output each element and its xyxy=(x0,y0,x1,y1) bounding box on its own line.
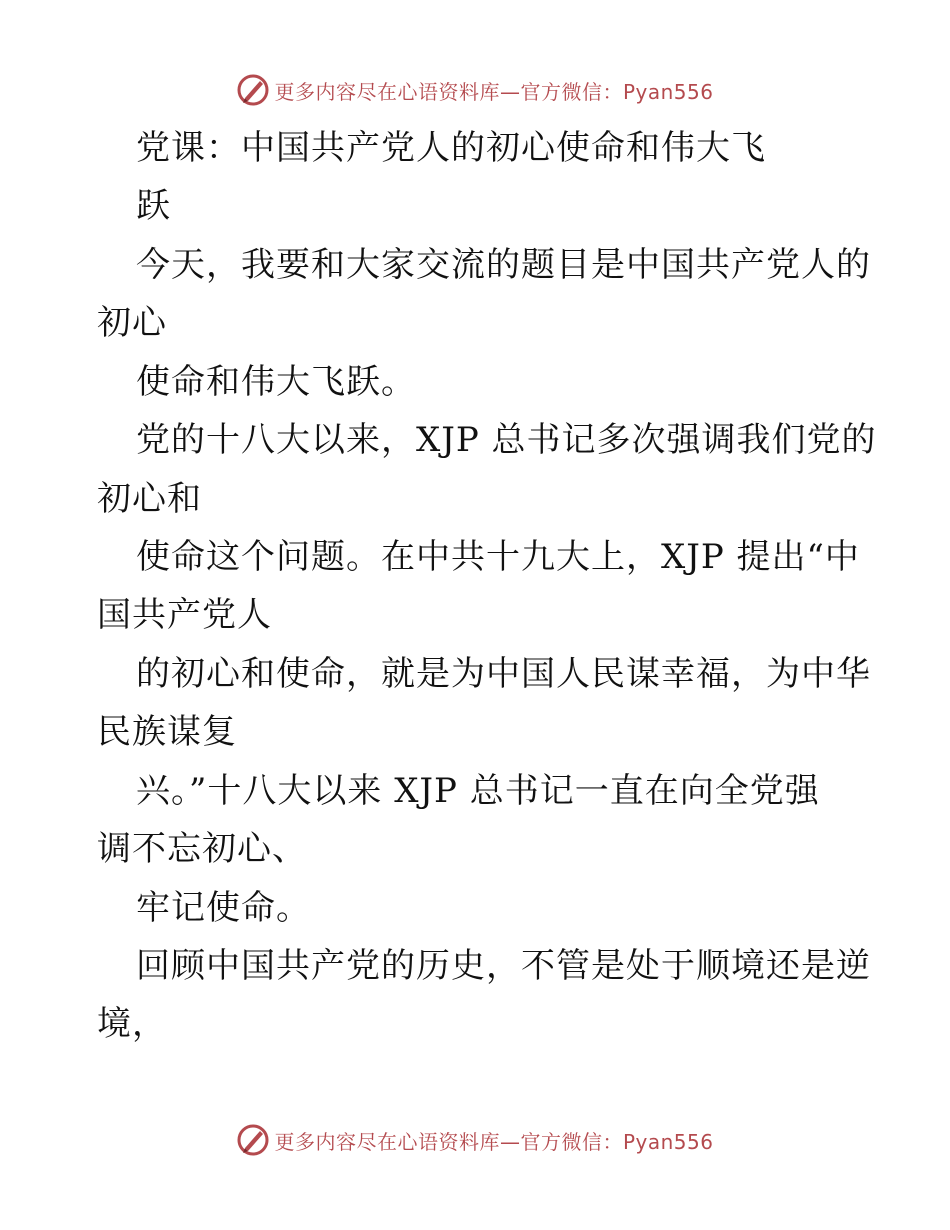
pen-logo-icon xyxy=(236,1123,270,1157)
paragraph-line: 初心 xyxy=(97,303,167,343)
paragraph-line: 党的十八大以来，XJP 总书记多次强调我们党的 xyxy=(136,420,877,460)
paragraph-line: 境， xyxy=(97,1004,167,1044)
footer-banner-text: 更多内容尽在心语资料库—官方微信：Pyan556 xyxy=(274,1129,714,1154)
document-title-line-1: 党课：中国共产党人的初心使命和伟大飞 xyxy=(136,128,766,168)
paragraph-line: 牢记使命。 xyxy=(136,888,311,928)
document-title-line-2: 跃 xyxy=(136,186,171,226)
paragraph-line: 调不忘初心、 xyxy=(97,829,307,869)
paragraph-line: 国共产党人 xyxy=(97,595,272,635)
pen-logo-icon xyxy=(236,73,270,107)
paragraph-line: 的初心和使命，就是为中国人民谋幸福，为中华 xyxy=(136,654,871,694)
footer-banner-content xyxy=(236,1123,713,1157)
header-banner-text: 更多内容尽在心语资料库—官方微信：Pyan556 xyxy=(274,79,714,104)
header-banner xyxy=(0,70,950,110)
header-banner-content xyxy=(236,73,713,107)
paragraph-line: 民族谋复 xyxy=(97,712,237,752)
paragraph-line: 初心和 xyxy=(97,479,202,519)
paragraph-line: 回顾中国共产党的历史，不管是处于顺境还是逆 xyxy=(136,946,871,986)
paragraph-line: 今天，我要和大家交流的题目是中国共产党人的 xyxy=(136,245,871,285)
paragraph-line: 使命和伟大飞跃。 xyxy=(136,362,416,402)
footer-banner xyxy=(0,1120,950,1160)
paragraph-line: 使命这个问题。在中共十九大上，XJP 提出“中 xyxy=(136,537,860,577)
paragraph-line: 兴。”十八大以来 XJP 总书记一直在向全党强 xyxy=(136,771,820,811)
